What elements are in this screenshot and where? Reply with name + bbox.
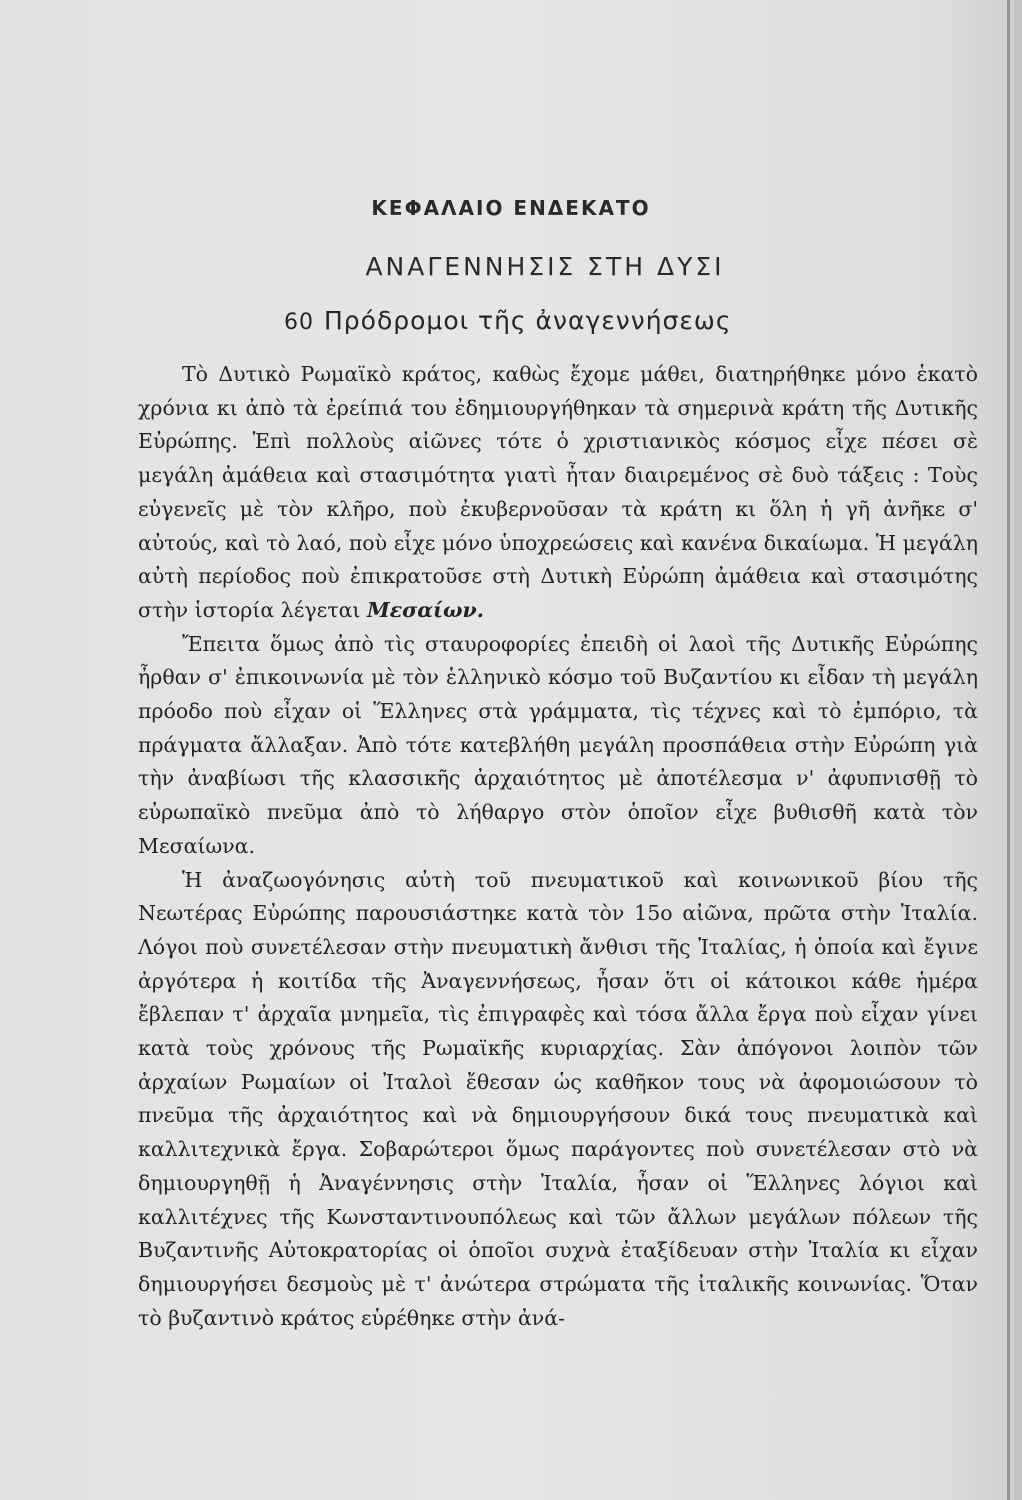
paragraph-1-emphasis: Μεσαίων. (367, 597, 484, 622)
body-text (138, 358, 978, 1335)
chapter-title: ΑΝΑΓΕΝΝΗΣΙΣ ΣΤΗ ΔΥΣΙ (365, 252, 725, 281)
section-number: 60 (284, 310, 314, 335)
paragraph-3 (138, 864, 978, 1336)
section-title: Πρόδρομοι τῆς ἀναγεννήσεως (324, 306, 732, 335)
paragraph-1-text: Τὸ Δυτικὸ Ρωμαϊκὸ κράτος, καθὼς ἔχομε μάθει, διατηρήθηκε μόνο ἑκατὸ χρόνια κι ἀπὸ τὰ ἐρείπιά του ἐδημιουργήθηκαν τὰ σημερινὰ κράτη τῆς Δυτικῆς Εὐρώπης. Ἐπὶ πολλοὺς αἰῶνες τότε ὁ χριστιανικὸς κόσμος εἶχε πέσει σὲ μεγάλη ἀμάθεια καὶ στασιμότητα γιατὶ ἦταν διαιρεμένος σὲ δυὸ τάξεις : Τοὺς εὐγενεῖς μὲ τὸν κλῆρο, ποὺ ἐκυβερνοῦσαν τὰ κράτη κι ὅλη ἡ γῆ ἀνῆκε σ' αὐτούς, καὶ τὸ λαό, ποὺ εἶχε μόνο ὑποχρεώσεις καὶ κανένα δικαίωμα. Ἡ μεγάλη αὐτὴ περίοδος ποὺ ἐπικρατοῦσε στὴ Δυτικὴ Εὐρώπη ἀμάθεια καὶ στασιμότης στὴν ἱστορία λέγεται (138, 362, 978, 622)
paragraph-2 (138, 628, 978, 864)
paragraph-1 (138, 358, 978, 628)
page-edge-line (1007, 0, 1010, 1500)
paragraph-2-text: Ἔπειτα ὅμως ἀπὸ τὶς σταυροφορίες ἐπειδὴ οἱ λαοὶ τῆς Δυτικῆς Εὐρώπης ἦρθαν σ' ἐπικοινωνία μὲ τὸν ἑλληνικὸ κόσμο τοῦ Βυζαντίου κι εἶδαν τὴ μεγάλη πρόοδο ποὺ εἶχαν οἱ Ἕλληνες στὰ γράμματα, τὶς τέχνες καὶ τὸ ἐμπόριο, τὰ πράγματα ἄλλαξαν. Ἀπὸ τότε κατεβλήθη μεγάλη προσπάθεια στὴν Εὐρώπη γιὰ τὴν ἀναβίωσι τῆς κλασσικῆς ἀρχαιότητος μὲ ἀποτέλεσμα ν' ἀφυπνισθῇ τὸ εὐρωπαϊκὸ πνεῦμα ἀπὸ τὸ λήθαργο στὸν ὁποῖον εἶχε βυθισθῆ κατὰ τὸν Μεσαίωνα. (138, 631, 978, 858)
chapter-heading: ΚΕΦΑΛΑΙΟ ΕΝΔΕΚΑΤΟ (371, 196, 651, 220)
section-heading (284, 306, 844, 335)
page-right-margin (1014, 0, 1022, 1500)
paragraph-3-text: Ἡ ἀναζωογόνησις αὐτὴ τοῦ πνευματικοῦ καὶ κοινωνικοῦ βίου τῆς Νεωτέρας Εὐρώπης παρουσιάστηκε κατὰ τὸν 15ο αἰῶνα, πρῶτα στὴν Ἰταλία. Λόγοι ποὺ συνετέλεσαν στὴν πνευματικὴ ἄνθισι τῆς Ἰταλίας, ἡ ὁποία καὶ ἔγινε ἀργότερα ἡ κοιτίδα τῆς Ἀναγεννήσεως, ἦσαν ὅτι οἱ κάτοικοι κάθε ἡμέρα ἔβλεπαν τ' ἀρχαῖα μνημεῖα, τὶς ἐπιγραφὲς καὶ τόσα ἄλλα ἔργα ποὺ εἶχαν γίνει κατὰ τοὺς χρόνους τῆς Ρωμαϊκῆς κυριαρχίας. Σὰν ἀπόγονοι λοιπὸν τῶν ἀρχαίων Ρωμαίων οἱ Ἰταλοὶ ἔθεσαν ὡς καθῆκον τους νὰ ἀφομοιώσουν τὸ πνεῦμα τῆς ἀρχαιότητος καὶ νὰ δημιουργήσουν δικά τους πνευματικὰ καὶ καλλιτεχνικὰ ἔργα. Σοβαρώτεροι ὅμως παράγοντες ποὺ συνετέλεσαν στὸ νὰ δημιουργηθῇ ἡ Ἀναγέννησις στὴν Ἰταλία, ἦσαν οἱ Ἕλληνες λόγιοι καὶ καλλιτέχνες τῆς Κωνσταντινουπόλεως καὶ τῶν ἄλλων μεγάλων πόλεων τῆς Βυζαντινῆς Αὐτοκρατορίας οἱ ὁποῖοι συχνὰ ἐταξίδευαν στὴν Ἰταλία κι εἶχαν δημιουργήσει δεσμοὺς μὲ τ' ἀνώτερα στρώματα τῆς ἰταλικῆς κοινωνίας. Ὅταν τὸ βυζαντινὸ κράτος εὑρέθηκε στὴν ἀνά- (138, 867, 978, 1330)
